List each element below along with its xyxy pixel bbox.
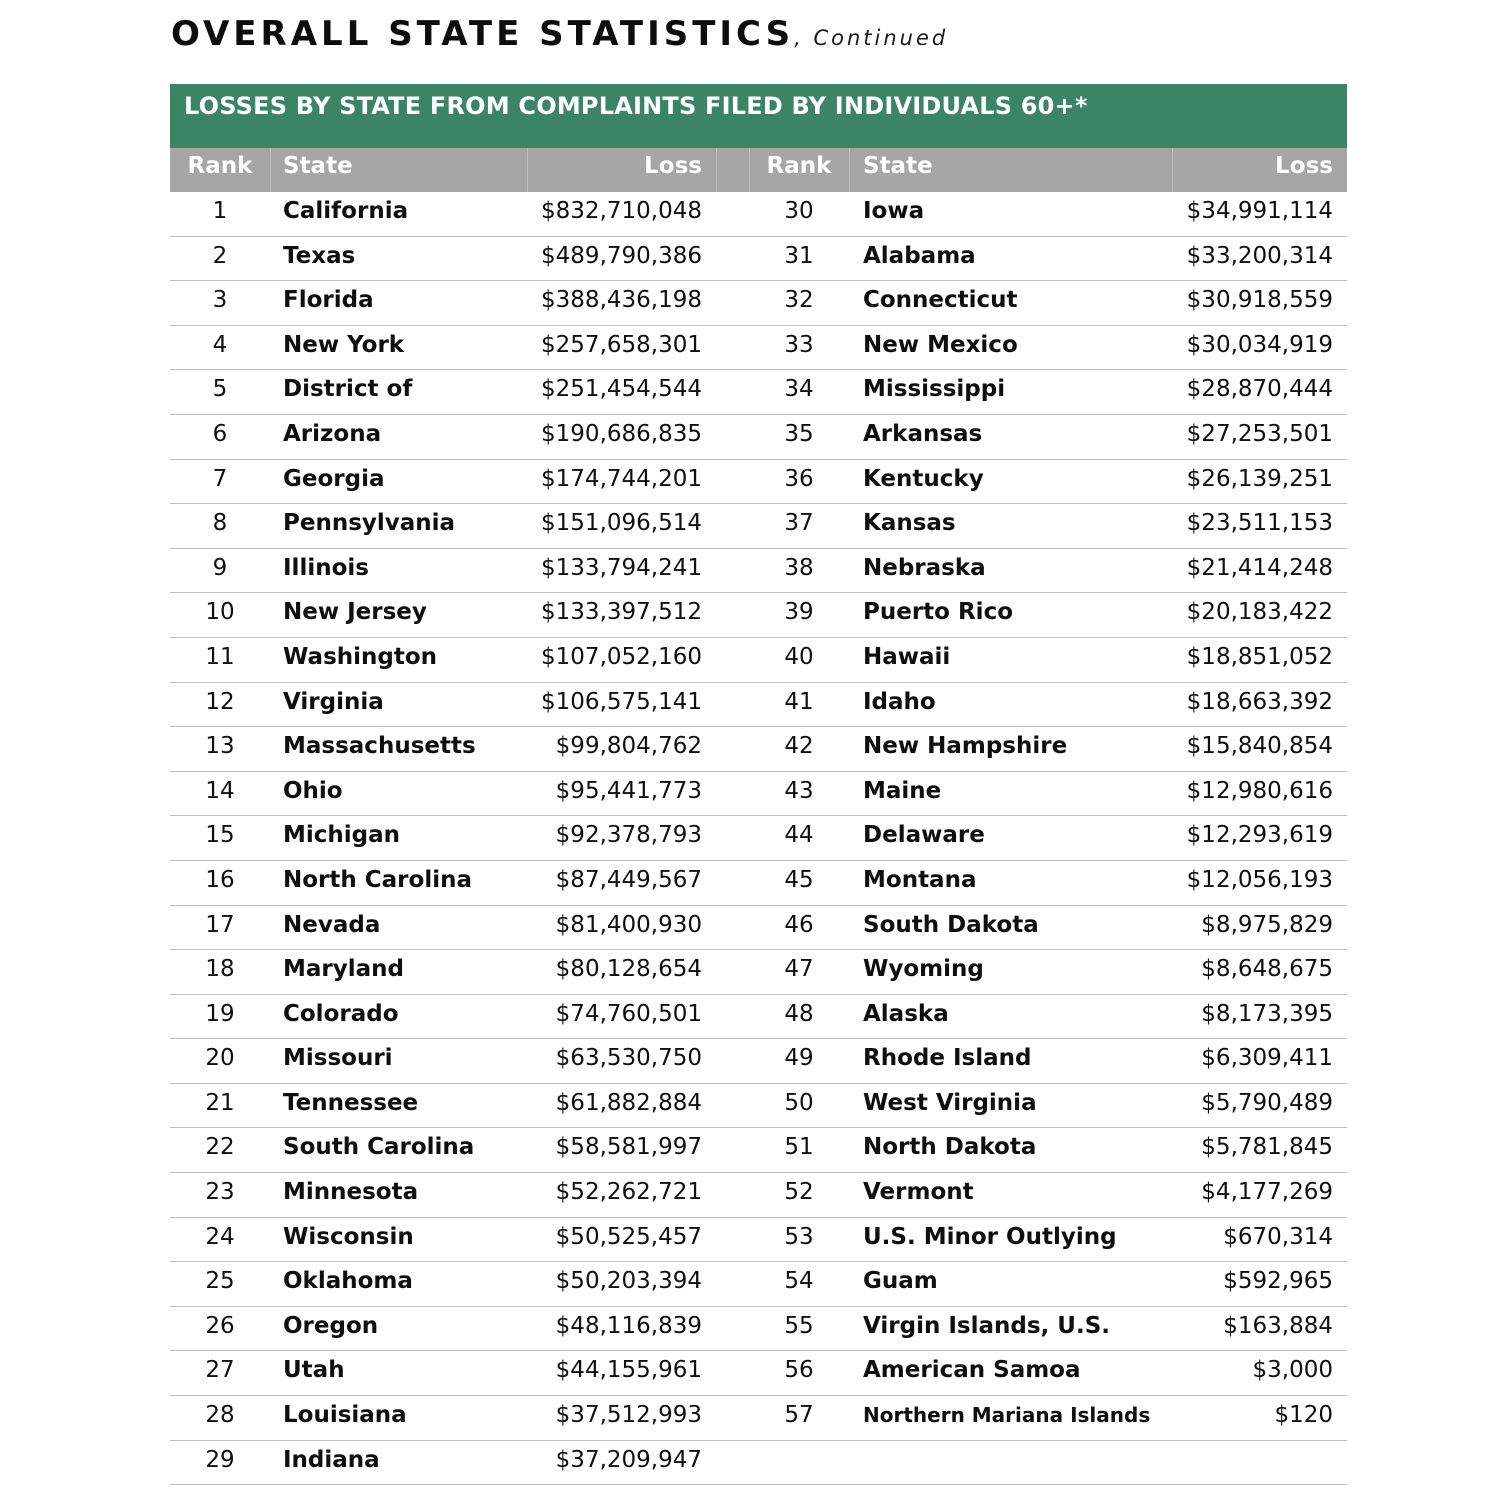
rank-cell: 25 [205, 1268, 235, 1295]
rank-cell: 32 [784, 287, 814, 314]
rank-cell: 2 [212, 242, 228, 269]
losses-table-body [170, 192, 1347, 1485]
state-cell: Delaware [863, 822, 985, 849]
state-cell: Maryland [283, 956, 404, 983]
loss-cell: $257,658,301 [541, 331, 702, 358]
rank-cell: 30 [784, 198, 814, 224]
state-cell: California [283, 198, 409, 224]
rank-cell: 29 [205, 1446, 235, 1473]
header-rank-right: Rank [766, 153, 832, 179]
loss-cell: $81,400,930 [555, 911, 702, 938]
state-cell: District of [283, 376, 413, 403]
state-cell: Indiana [283, 1446, 380, 1473]
rank-cell: 51 [784, 1134, 814, 1161]
loss-cell: $18,663,392 [1186, 688, 1333, 715]
state-cell: Texas [283, 242, 356, 269]
table-row [170, 727, 1347, 772]
state-cell: North Dakota [863, 1134, 1037, 1161]
state-cell: Iowa [863, 198, 925, 224]
table-row [170, 370, 1347, 415]
state-cell: West Virginia [863, 1089, 1037, 1116]
header-divider [716, 148, 717, 192]
state-cell: Hawaii [863, 643, 951, 670]
state-cell: New Hampshire [863, 733, 1068, 760]
state-cell: Guam [863, 1268, 938, 1295]
table-row [170, 460, 1347, 505]
rank-cell: 17 [205, 911, 235, 938]
table-row [170, 1039, 1347, 1084]
state-cell: Nebraska [863, 554, 986, 581]
rank-cell: 42 [784, 733, 814, 760]
rank-cell: 20 [205, 1045, 235, 1072]
header-loss-left: Loss [644, 153, 702, 179]
table-row [170, 1262, 1347, 1307]
rank-cell: 45 [784, 866, 814, 893]
rank-cell: 12 [205, 688, 235, 715]
loss-cell: $163,884 [1223, 1312, 1333, 1339]
loss-cell: $74,760,501 [555, 1000, 702, 1027]
state-cell: New Mexico [863, 331, 1018, 358]
loss-cell: $30,918,559 [1186, 287, 1333, 314]
loss-cell: $33,200,314 [1186, 242, 1333, 269]
table-row [170, 683, 1347, 728]
state-cell: Arizona [283, 420, 382, 447]
loss-cell: $388,436,198 [541, 287, 702, 314]
state-cell: Virginia [283, 688, 384, 715]
rank-cell: 8 [212, 510, 228, 537]
table-row [170, 593, 1347, 638]
loss-cell: $18,851,052 [1186, 643, 1333, 670]
loss-cell: $20,183,422 [1186, 599, 1333, 626]
rank-cell: 10 [205, 599, 235, 626]
rank-cell: 7 [212, 465, 228, 492]
loss-cell: $5,790,489 [1201, 1089, 1333, 1116]
state-cell: Idaho [863, 688, 936, 715]
loss-cell: $26,139,251 [1186, 465, 1333, 492]
loss-cell: $120 [1274, 1402, 1333, 1429]
state-cell: Vermont [863, 1179, 974, 1206]
rank-cell: 14 [205, 777, 235, 804]
table-row [170, 415, 1347, 460]
table-row [170, 1218, 1347, 1263]
loss-cell: $28,870,444 [1186, 376, 1333, 403]
loss-cell: $99,804,762 [555, 733, 702, 760]
state-cell: South Dakota [863, 911, 1039, 938]
loss-cell: $48,116,839 [555, 1312, 702, 1339]
table-row [170, 1351, 1347, 1396]
header-state-right: State [863, 153, 933, 179]
rank-cell: 21 [205, 1089, 235, 1116]
loss-cell: $27,253,501 [1186, 420, 1333, 447]
loss-cell: $63,530,750 [555, 1045, 702, 1072]
state-cell: Georgia [283, 465, 385, 492]
table-row [170, 504, 1347, 549]
state-cell: New York [283, 331, 405, 358]
loss-cell: $37,209,947 [555, 1446, 702, 1473]
loss-cell: $50,525,457 [555, 1223, 702, 1250]
rank-cell: 4 [212, 331, 228, 358]
state-cell: Maine [863, 777, 942, 804]
header-rank-left: Rank [187, 153, 253, 179]
state-cell: Washington [283, 643, 438, 670]
table-row [170, 950, 1347, 995]
rank-cell: 35 [784, 420, 814, 447]
rank-cell: 46 [784, 911, 814, 938]
loss-cell: $6,309,411 [1201, 1045, 1333, 1072]
loss-cell: $58,581,997 [555, 1134, 702, 1161]
table-row [170, 549, 1347, 594]
rank-cell: 11 [205, 643, 235, 670]
state-cell: Florida [283, 287, 374, 314]
loss-cell: $151,096,514 [541, 510, 702, 537]
table-row [170, 1307, 1347, 1352]
state-cell: Colorado [283, 1000, 399, 1027]
state-cell: Minnesota [283, 1179, 419, 1206]
table-row [170, 995, 1347, 1040]
state-cell: Arkansas [863, 420, 983, 447]
state-cell: U.S. Minor Outlying [863, 1223, 1117, 1250]
loss-cell: $37,512,993 [555, 1402, 702, 1429]
table-caption: LOSSES BY STATE FROM COMPLAINTS FILED BY INDIVIDUALS 60+* [184, 92, 1088, 120]
rank-cell: 24 [205, 1223, 235, 1250]
state-cell: Oklahoma [283, 1268, 413, 1295]
rank-cell: 41 [784, 688, 814, 715]
state-cell: Connecticut [863, 287, 1018, 314]
rank-cell: 28 [205, 1402, 235, 1429]
rank-cell: 36 [784, 465, 814, 492]
loss-cell: $80,128,654 [555, 956, 702, 983]
table-row [170, 1441, 1347, 1486]
state-cell: North Carolina [283, 866, 472, 893]
state-cell: Pennsylvania [283, 510, 456, 537]
state-cell: Wyoming [863, 956, 984, 983]
loss-cell: $107,052,160 [541, 643, 702, 670]
state-cell: Oregon [283, 1312, 379, 1339]
table-row [170, 1128, 1347, 1173]
state-cell: Virgin Islands, U.S. [863, 1312, 1110, 1339]
table-row [170, 192, 1347, 237]
rank-cell: 37 [784, 510, 814, 537]
rank-cell: 31 [784, 242, 814, 269]
state-cell: Alaska [863, 1000, 949, 1027]
state-cell: Kansas [863, 510, 956, 537]
state-cell: Illinois [283, 554, 369, 581]
rank-cell: 47 [784, 956, 814, 983]
table-row [170, 816, 1347, 861]
table-row [170, 772, 1347, 817]
loss-cell: $489,790,386 [541, 242, 702, 269]
state-cell: Ohio [283, 777, 343, 804]
loss-cell: $95,441,773 [555, 777, 702, 804]
state-cell: Tennessee [283, 1089, 419, 1116]
rank-cell: 1 [212, 198, 228, 224]
rank-cell: 16 [205, 866, 235, 893]
state-cell: Kentucky [863, 465, 984, 492]
header-state-left: State [283, 153, 353, 179]
rank-cell: 5 [212, 376, 228, 403]
loss-cell: $670,314 [1223, 1223, 1333, 1250]
loss-cell: $50,203,394 [555, 1268, 702, 1295]
rank-cell: 48 [784, 1000, 814, 1027]
state-cell: Utah [283, 1357, 345, 1384]
rank-cell: 55 [784, 1312, 814, 1339]
rank-cell: 18 [205, 956, 235, 983]
rank-cell: 43 [784, 777, 814, 804]
loss-cell: $34,991,114 [1186, 198, 1333, 224]
state-cell: South Carolina [283, 1134, 475, 1161]
rank-cell: 26 [205, 1312, 235, 1339]
page-title-suffix: , Continued [794, 26, 949, 50]
rank-cell: 15 [205, 822, 235, 849]
loss-cell: $15,840,854 [1186, 733, 1333, 760]
state-cell: Massachusetts [283, 733, 476, 760]
rank-cell: 33 [784, 331, 814, 358]
loss-cell: $44,155,961 [555, 1357, 702, 1384]
loss-cell: $133,397,512 [541, 599, 702, 626]
rank-cell: 53 [784, 1223, 814, 1250]
rank-cell: 6 [212, 420, 228, 447]
loss-cell: $8,975,829 [1201, 911, 1333, 938]
state-cell: Wisconsin [283, 1223, 414, 1250]
state-cell: Northern Mariana Islands [863, 1403, 1151, 1428]
table-row [170, 326, 1347, 371]
state-cell: Michigan [283, 822, 401, 849]
page-heading [171, 14, 948, 62]
rank-cell: 13 [205, 733, 235, 760]
loss-cell: $52,262,721 [555, 1179, 702, 1206]
rank-cell: 9 [212, 554, 228, 581]
loss-cell: $190,686,835 [541, 420, 702, 447]
table-row [170, 237, 1347, 282]
header-divider [849, 148, 850, 192]
rank-cell: 56 [784, 1357, 814, 1384]
rank-cell: 49 [784, 1045, 814, 1072]
header-divider [270, 148, 271, 192]
loss-cell: $251,454,544 [541, 376, 702, 403]
loss-cell: $5,781,845 [1201, 1134, 1333, 1161]
loss-cell: $61,882,884 [555, 1089, 702, 1116]
table-header-row [170, 148, 1347, 192]
state-cell: Louisiana [283, 1402, 407, 1429]
page-title: OVERALL STATE STATISTICS [171, 14, 795, 54]
table-row [170, 1084, 1347, 1129]
rank-cell: 54 [784, 1268, 814, 1295]
loss-cell: $8,648,675 [1201, 956, 1333, 983]
state-cell: Rhode Island [863, 1045, 1032, 1072]
state-cell: Montana [863, 866, 977, 893]
rank-cell: 19 [205, 1000, 235, 1027]
rank-cell: 50 [784, 1089, 814, 1116]
loss-cell: $23,511,153 [1186, 510, 1333, 537]
loss-cell: $174,744,201 [541, 465, 702, 492]
state-cell: New Jersey [283, 599, 427, 626]
table-row [170, 1173, 1347, 1218]
rank-cell: 39 [784, 599, 814, 626]
state-cell: Mississippi [863, 376, 1006, 403]
loss-cell: $92,378,793 [555, 822, 702, 849]
loss-cell: $12,056,193 [1186, 866, 1333, 893]
table-row [170, 281, 1347, 326]
rank-cell: 34 [784, 376, 814, 403]
rank-cell: 40 [784, 643, 814, 670]
loss-cell: $21,414,248 [1186, 554, 1333, 581]
loss-cell: $592,965 [1223, 1268, 1333, 1295]
rank-cell: 27 [205, 1357, 235, 1384]
state-cell: American Samoa [863, 1357, 1081, 1384]
rank-cell: 57 [784, 1402, 814, 1429]
table-row [170, 906, 1347, 951]
table-row [170, 861, 1347, 906]
loss-cell: $12,980,616 [1186, 777, 1333, 804]
loss-cell: $8,173,395 [1201, 1000, 1333, 1027]
loss-cell: $133,794,241 [541, 554, 702, 581]
rank-cell: 23 [205, 1179, 235, 1206]
rank-cell: 38 [784, 554, 814, 581]
loss-cell: $30,034,919 [1186, 331, 1333, 358]
state-cell: Nevada [283, 911, 381, 938]
table-row [170, 1396, 1347, 1441]
rank-cell: 44 [784, 822, 814, 849]
rank-cell: 3 [212, 287, 228, 314]
table-row [170, 638, 1347, 683]
header-loss-right: Loss [1275, 153, 1333, 179]
loss-cell: $87,449,567 [555, 866, 702, 893]
loss-cell: $3,000 [1252, 1357, 1333, 1384]
state-cell: Alabama [863, 242, 976, 269]
loss-cell: $12,293,619 [1186, 822, 1333, 849]
state-cell: Missouri [283, 1045, 393, 1072]
loss-cell: $106,575,141 [541, 688, 702, 715]
table-caption-banner [170, 84, 1347, 148]
loss-cell: $832,710,048 [541, 198, 702, 224]
loss-cell: $4,177,269 [1201, 1179, 1333, 1206]
rank-cell: 22 [205, 1134, 235, 1161]
rank-cell: 52 [784, 1179, 814, 1206]
state-cell: Puerto Rico [863, 599, 1014, 626]
